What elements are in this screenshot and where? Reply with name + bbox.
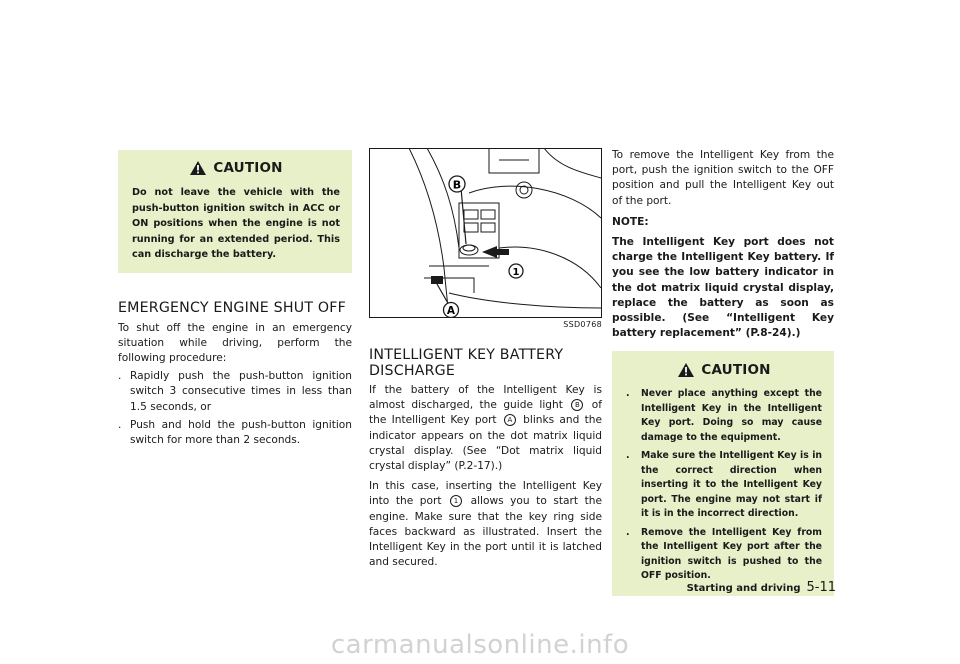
section-heading: INTELLIGENT KEY BATTERY DISCHARGE xyxy=(369,347,564,379)
caution-title: CAUTION xyxy=(701,362,771,379)
dashboard-drawing xyxy=(369,148,602,318)
section-name: Starting and driving xyxy=(686,583,801,594)
list-item: . Push and hold the push-button ignition switch for more than 2 seconds. xyxy=(118,418,352,446)
page-number: 5-11 xyxy=(806,580,836,595)
page-footer xyxy=(680,580,836,595)
callout-1-ref: 1 xyxy=(450,495,462,507)
callout-a-ref: A xyxy=(504,414,516,426)
paragraph: In this case, inserting the Intelligent Key into the port 1 allows you to start the engine. Make sure that the key ring side faces backward as illustrated. Insert the Intelligent Key in the port until it is latched and secured. xyxy=(369,480,602,569)
figure-code: SSD0768 xyxy=(563,320,602,329)
key-port-illustration xyxy=(369,148,602,318)
caution-title: CAUTION xyxy=(213,160,283,176)
note-label: NOTE: xyxy=(612,215,649,228)
caution-box xyxy=(118,150,352,273)
list-item: . Remove the Intelligent Key from the Intelligent Key port after the ignition switch is pushed to the OFF position. xyxy=(626,526,822,582)
warning-triangle-icon xyxy=(677,362,695,378)
list-item: . Rapidly push the push-button ignition switch 3 consecutive times in less than 1.5 seconds, or xyxy=(118,370,352,413)
warning-triangle-icon xyxy=(189,160,207,176)
paragraph: To remove the Intelligent Key from the port, push the ignition switch to the OFF position and pull the Intelligent Key out of the port. xyxy=(612,149,834,207)
callout-b-label: B xyxy=(452,178,462,192)
paragraph: If the battery of the Intelligent Key is almost discharged, the guide light B of the Intelligent Key port A blinks and the indicator appears on the dot matrix liquid crystal display. (See “Dot matrix liquid crystal display” (P.2-17).) xyxy=(369,384,603,473)
list-item: . Make sure the Intelligent Key is in the correct direction when inserting it to the Intelligent Key port. The engine may not start if it is in the incorrect direction. xyxy=(626,450,822,520)
callout-1-label: 1 xyxy=(512,267,520,278)
callout-a-label: A xyxy=(446,305,456,317)
note-text: The Intelligent Key port does not charge the Intelligent Key battery. If you see the low battery indicator in the dot matrix liquid crystal display, replace the battery as soon as possible. (See “Intelligent Key battery replacement” (P.8-24).) xyxy=(612,236,834,340)
caution-header xyxy=(132,160,340,176)
bullet-list xyxy=(118,369,352,448)
watermark: carmanualsonline.info xyxy=(330,630,630,660)
callout-b-ref: B xyxy=(571,399,583,411)
caution-header xyxy=(626,362,822,378)
caution-box xyxy=(612,351,834,596)
middle-column xyxy=(369,148,602,570)
section-heading: EMERGENCY ENGINE SHUT OFF xyxy=(118,299,346,316)
paragraph: To shut off the engine in an emergency situation while driving, perform the following procedure: xyxy=(118,321,352,364)
right-column xyxy=(612,148,834,596)
caution-text: Do not leave the vehicle with the push-button ignition switch in ACC or ON positions when the engine is not running for an extended period. This can discharge the battery. xyxy=(132,187,340,260)
list-item: . Never place anything except the Intelligent Key in the Intelligent Key port. Doing so may cause damage to the equipment. xyxy=(626,388,822,443)
caution-list xyxy=(626,387,822,584)
left-column xyxy=(118,150,352,448)
